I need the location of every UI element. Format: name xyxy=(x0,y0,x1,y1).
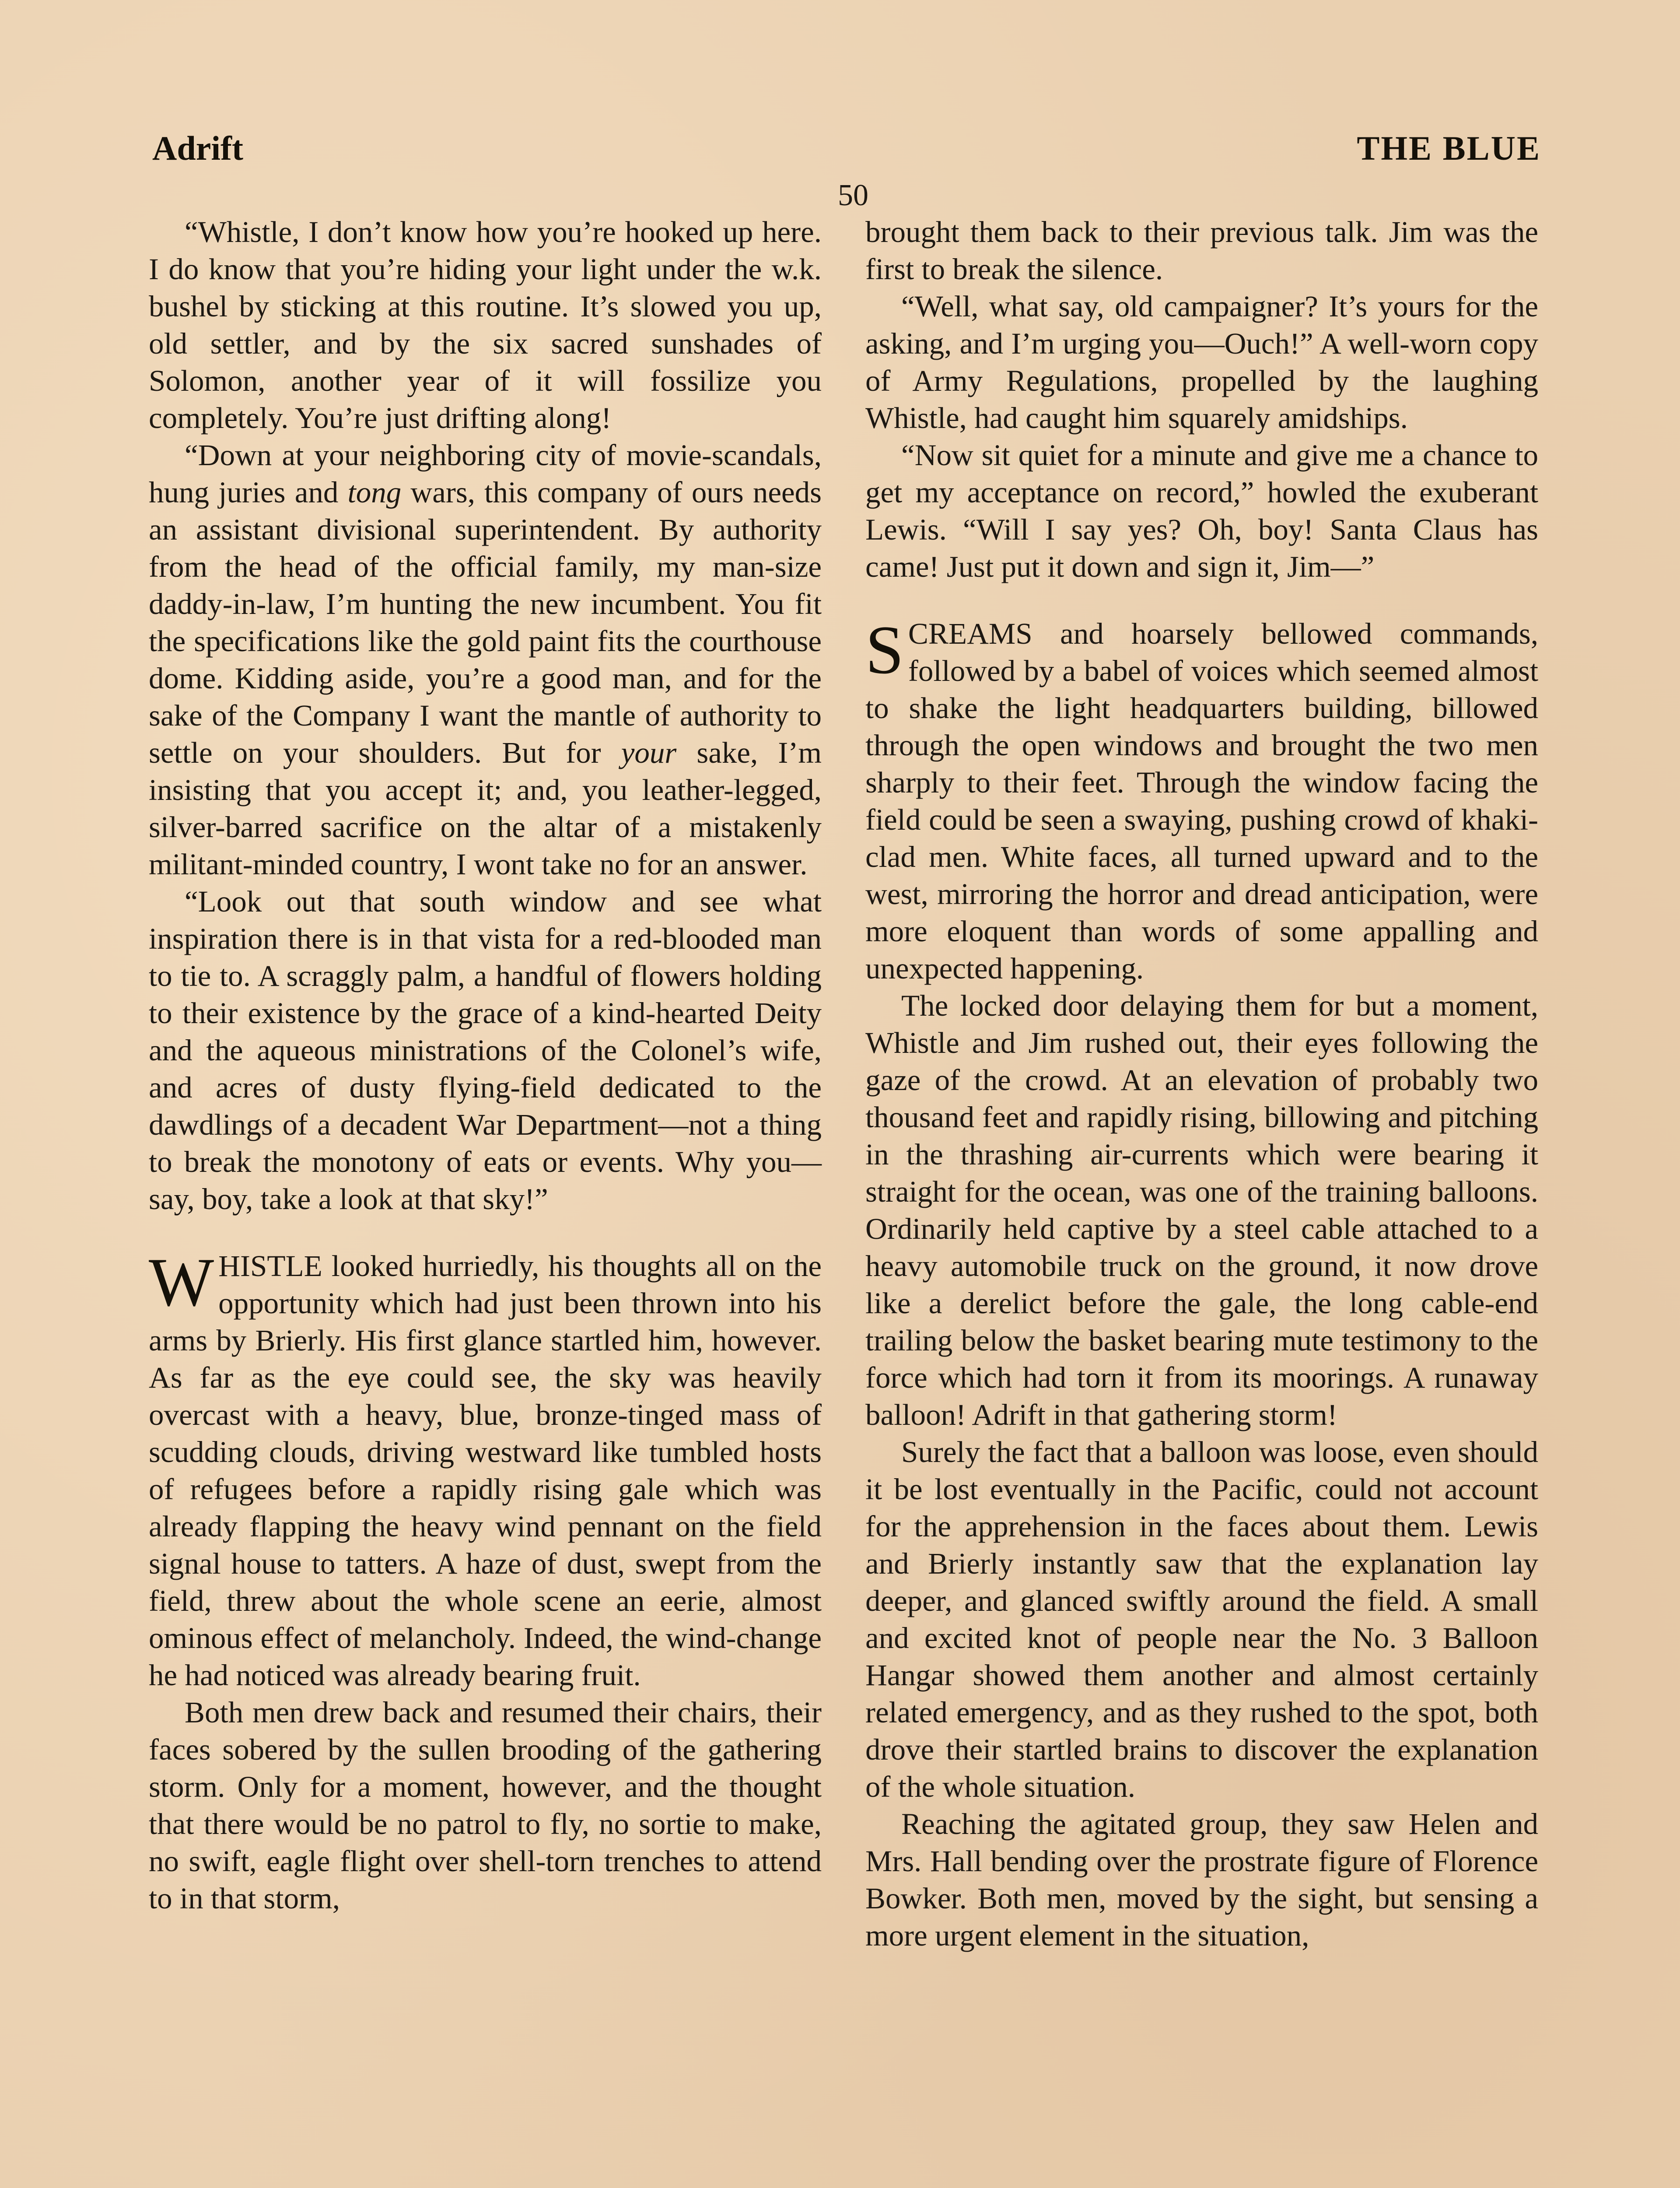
section-opening-paragraph xyxy=(865,612,1538,987)
drop-cap: S xyxy=(865,612,904,688)
paragraph: The locked door delaying them for but a moment, Whistle and Jim rushed out, their eyes following the gaze of the crowd. At an elevation of probably two thousand feet and rapidly rising, billowing and pitching in the thrashing air-currents which were bearing it straight for the ocean, was one of the training balloons. Ordinarily held captive by a steel cable attached to a heavy automobile truck on the ground, it now drove like a derelict before the gale, the long cable-end trailing below the basket bearing mute testimony to the force which had torn it from its moorings. A runaway balloon! Adrift in that gathering storm! xyxy=(865,989,1538,1431)
paragraph xyxy=(149,437,822,883)
text-run: CREAMS and hoarsely bellowed commands, followed by a babel of voices which seemed almost to shake the light headquarters building, billowed through the open windows and brought the two men sharply to their feet. Through the window facing the field could be seen a swaying, pushing crowd of khaki-clad men. White faces, all turned upward and to the west, mirroring the horror and dread anticipation, were more eloquent than words of some appalling and unexpected happening. xyxy=(865,617,1538,985)
running-head-magazine-title: THE BLUE xyxy=(1357,129,1541,167)
italic-word: your xyxy=(621,736,677,769)
running-head-story-title: Adrift xyxy=(152,129,243,167)
page-number: 50 xyxy=(838,179,868,212)
drop-cap: W xyxy=(149,1244,214,1321)
left-text-column xyxy=(149,214,822,1917)
paragraph: Surely the fact that a balloon was loose, even should it be lost eventually in the Pacific, could not account for the apprehension in the faces about them. Lewis and Brierly instantly saw that the explanation lay deeper, and glanced swiftly around the field. A small and excited knot of people near the No. 3 Balloon Hangar showed them another and almost certainly related emergency, and as they rushed to the spot, both drove their startled brains to discover the explanation of the whole situation. xyxy=(865,1435,1538,1803)
paragraph: “Look out that south window and see what inspiration there is in that vista for a red-blooded man to tie to. A scraggly palm, a handful of flowers holding to their existence by the grace of a kind-hearted Deity and the aqueous ministrations of the Colonel’s wife, and acres of dusty flying-field dedicated to the dawdlings of a decadent War Department—not a thing to break the monotony of eats or events. Why you—say, boy, take a look at that sky!” xyxy=(149,885,822,1216)
right-text-column xyxy=(865,214,1538,1954)
text-run: wars, this company of ours needs an assistant divisional superintendent. By authority from the head of the official family, my man-size daddy-in-law, I’m hunting the new incumbent. You fit the specifications like the gold paint fits the courthouse dome. Kidding aside, you’re a good man, and for the sake of the Company I want the mantle of authority to settle on your shoulders. But for xyxy=(149,476,822,769)
italic-word: tong xyxy=(347,476,402,509)
paragraph: “Now sit quiet for a minute and give me a chance to get my acceptance on record,” howled the exuberant Lewis. “Will I say yes? Oh, boy! Santa Claus has came! Just put it down and sign it, Jim—” xyxy=(865,438,1538,583)
text-run: HISTLE looked hurriedly, his thoughts all on the opportunity which had just been thrown into his arms by Brierly. His first glance startled him, however. As far as the eye could see, the sky was heavily overcast with a heavy, blue, bronze-tinged mass of scudding clouds, driving westward like tumbled hosts of refugees before a rapidly rising gale which was already flapping the heavy wind pennant on the field signal house to tatters. A haze of dust, swept from the field, threw about the whole scene an eerie, almost ominous effect of melancholy. Indeed, the wind-change he had noticed was already bearing fruit. xyxy=(149,1249,822,1692)
paragraph: brought them back to their previous talk. Jim was the first to break the silence. xyxy=(865,215,1538,286)
paragraph: Reaching the agitated group, they saw Helen and Mrs. Hall bending over the prostrate figure of Florence Bowker. Both men, moved by the sight, but sensing a more urgent element in the situation, xyxy=(865,1807,1538,1952)
paragraph: Both men drew back and resumed their chairs, their faces sobered by the sullen brooding of the gathering storm. Only for a moment, however, and the thought that there would be no patrol to fly, no sortie to make, no swift, eagle flight over shell-torn trenches to attend to in that storm, xyxy=(149,1696,822,1915)
section-opening-paragraph xyxy=(149,1244,822,1694)
paragraph: “Whistle, I don’t know how you’re hooked up here. I do know that you’re hiding your light under the w.k. bushel by sticking at this routine. It’s slowed you up, old settler, and by the six sacred sunshades of Solomon, another year of it will fossilize you completely. You’re just drifting along! xyxy=(149,215,822,435)
text-run: sake, I’m insisting that you accept it; and, you leather-legged, silver-barred sacrifice on the altar of a mistakenly militant-minded country, I wont take no for an answer. xyxy=(149,736,822,881)
text-run: “Down at your neighboring city of movie-scandals, hung juries and xyxy=(149,438,822,509)
paragraph: “Well, what say, old campaigner? It’s yours for the asking, and I’m urging you—Ouch!” A well-worn copy of Army Regulations, propelled by the laughing Whistle, had caught him squarely amidships. xyxy=(865,290,1538,435)
